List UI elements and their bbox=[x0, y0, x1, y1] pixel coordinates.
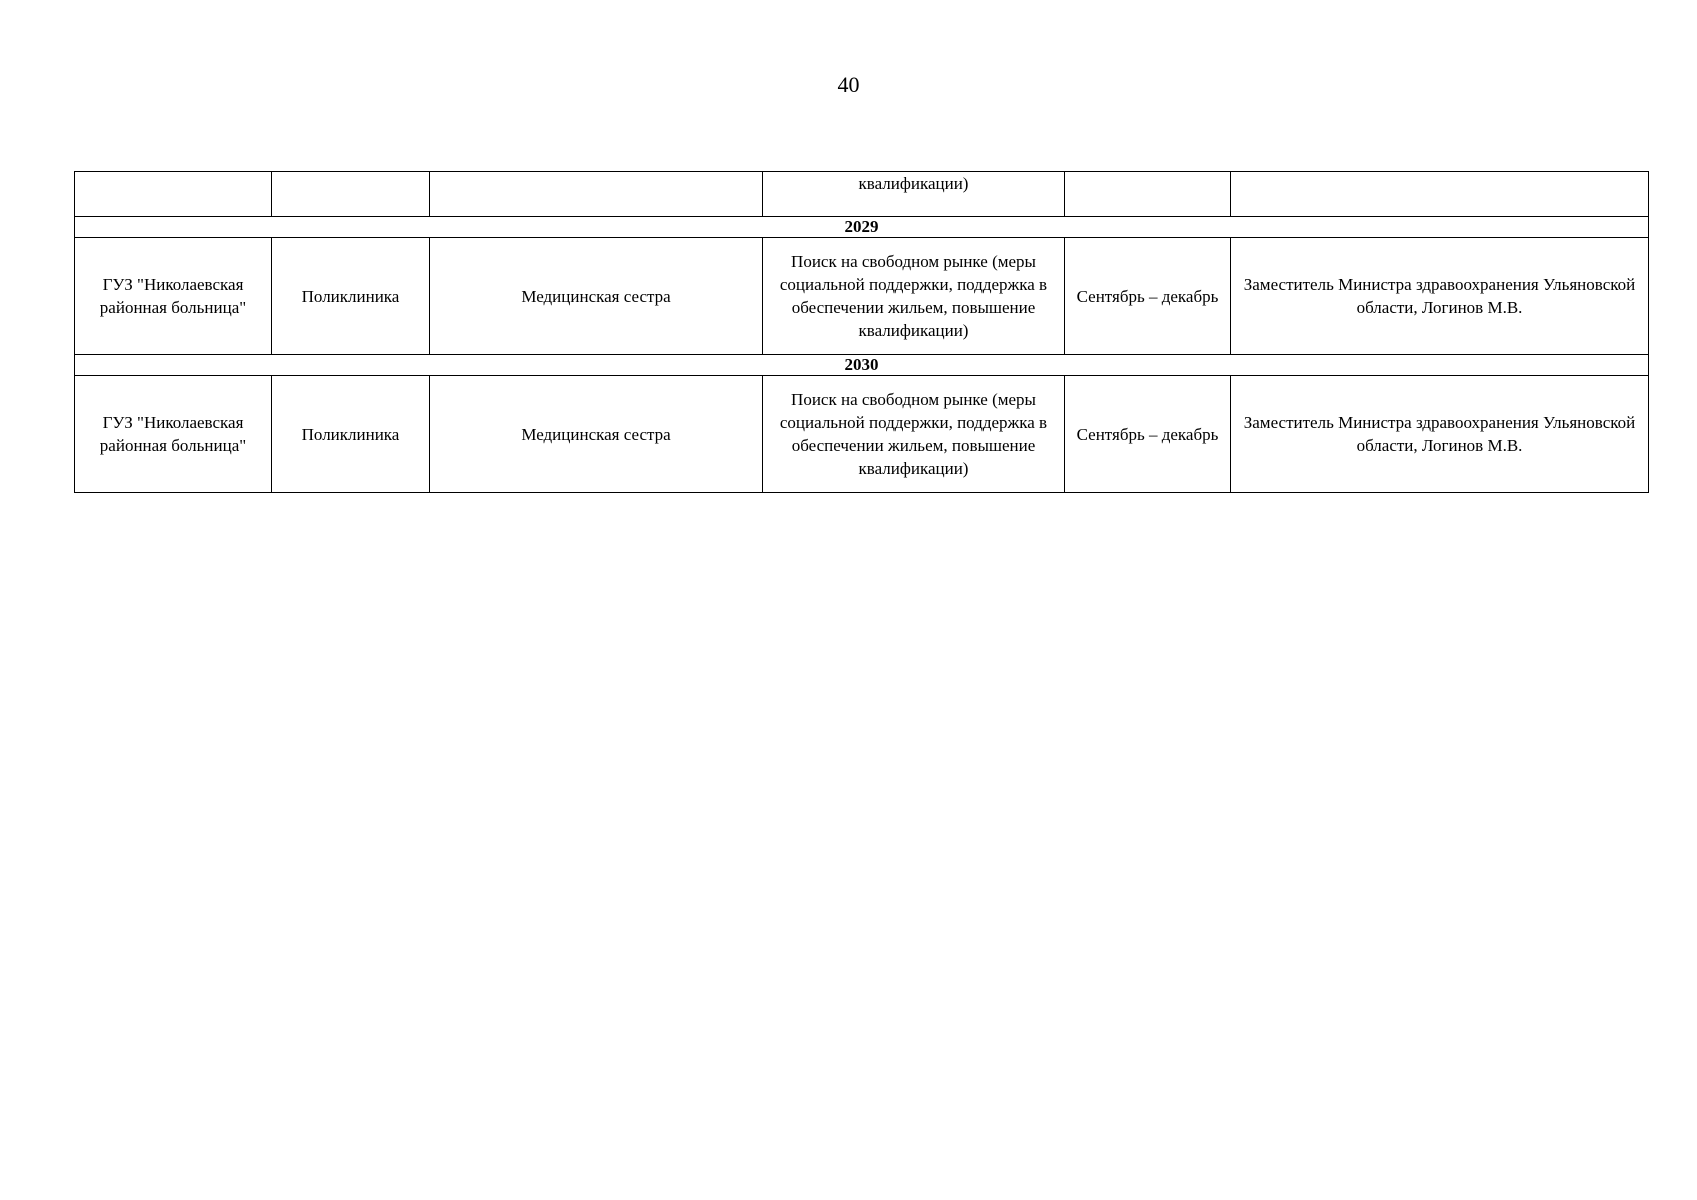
cell-method: Поиск на свободном рынке (меры социальной поддержки, поддержка в обеспечении жильем, повышение квалификации) bbox=[763, 238, 1065, 355]
cell-period bbox=[1065, 172, 1231, 217]
cell-period: Сентябрь – декабрь bbox=[1065, 238, 1231, 355]
year-heading: 2030 bbox=[75, 355, 1649, 376]
table-row bbox=[75, 238, 1649, 355]
page-number: 40 bbox=[837, 72, 860, 97]
cell-department bbox=[272, 172, 430, 217]
cell-position bbox=[430, 172, 763, 217]
year-row-2029 bbox=[75, 217, 1649, 238]
cell-method: Поиск на свободном рынке (меры социальной поддержки, поддержка в обеспечении жильем, повышение квалификации) bbox=[763, 376, 1065, 493]
table-row bbox=[75, 376, 1649, 493]
year-heading: 2029 bbox=[75, 217, 1649, 238]
staffing-plan-table bbox=[74, 171, 1649, 493]
cell-responsible: Заместитель Министра здравоохранения Ульяновской области, Логинов М.В. bbox=[1231, 376, 1649, 493]
table-row-continued bbox=[75, 172, 1649, 217]
cell-department: Поликлиника bbox=[272, 238, 430, 355]
cell-organization bbox=[75, 172, 272, 217]
cell-organization: ГУЗ "Николаевская районная больница" bbox=[75, 238, 272, 355]
cell-responsible: Заместитель Министра здравоохранения Ульяновской области, Логинов М.В. bbox=[1231, 238, 1649, 355]
cell-position: Медицинская сестра bbox=[430, 238, 763, 355]
cell-position: Медицинская сестра bbox=[430, 376, 763, 493]
year-row-2030 bbox=[75, 355, 1649, 376]
cell-department: Поликлиника bbox=[272, 376, 430, 493]
cell-responsible bbox=[1231, 172, 1649, 217]
cell-method: квалификации) bbox=[763, 172, 1065, 217]
cell-period: Сентябрь – декабрь bbox=[1065, 376, 1231, 493]
cell-organization: ГУЗ "Николаевская районная больница" bbox=[75, 376, 272, 493]
